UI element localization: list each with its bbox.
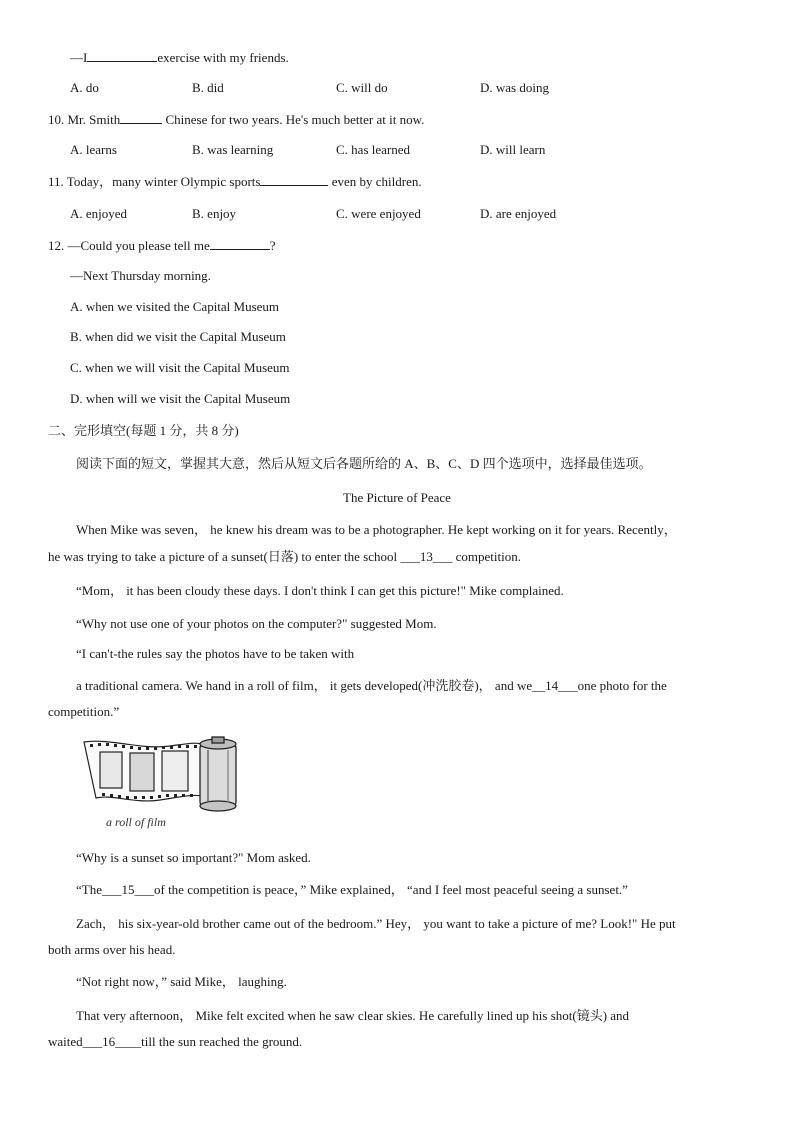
- blank-14: __14___: [532, 678, 578, 693]
- passage-p9-line2: [48, 1034, 302, 1050]
- passage-p4-line2: [76, 678, 667, 694]
- q10-stem-start: 10. Mr. Smith: [48, 112, 121, 127]
- q9-option-c: C. will do: [336, 80, 388, 95]
- passage-p1-text: he was trying to take a picture of a sunset(日落) to enter the school: [48, 549, 401, 564]
- passage-p6-end: of the competition is peace，” Mike explained， “and I feel most peaceful seeing a sunset.”: [153, 882, 628, 897]
- q11-blank: [260, 173, 328, 186]
- passage-p4-end: one photo for the: [577, 678, 667, 693]
- q9-stem-start: —I: [70, 50, 88, 65]
- q11-option-c: C. were enjoyed: [336, 206, 421, 221]
- passage-p7-line1: Zach， his six-year-old brother came out of the bedroom.” Hey， you want to take a picture of me? Look!" He put: [76, 916, 676, 931]
- q10-blank: [120, 111, 162, 124]
- passage-p1-line2: [48, 549, 521, 565]
- q12-option-b: B. when did we visit the Capital Museum: [70, 329, 286, 344]
- q12-option-a: A. when we visited the Capital Museum: [70, 299, 280, 314]
- passage-p9-start: waited: [48, 1034, 83, 1049]
- passage-p7-line2: both arms over his head.: [48, 942, 176, 957]
- passage-p6-start: “The: [76, 882, 102, 897]
- q12-stem-start: 12. —Could you please tell me: [48, 238, 210, 253]
- q12-stem: [48, 237, 276, 254]
- q9-option-d: D. was doing: [480, 80, 549, 95]
- section-heading: 二、完形填空(每题 1 分，共 8 分): [48, 423, 239, 438]
- passage-p9-end: till the sun reached the ground.: [141, 1034, 303, 1049]
- blank-16: ___16____: [82, 1034, 142, 1049]
- passage-p6: [76, 882, 628, 898]
- q11-option-d: D. are enjoyed: [480, 206, 557, 221]
- q10-option-d: D. will learn: [480, 142, 546, 157]
- q11-stem-end: even by children.: [328, 174, 422, 189]
- passage-p2: “Mom， it has been cloudy these days. I don't think I can get this picture!" Mike complained.: [76, 583, 564, 598]
- section-instruction: 阅读下面的短文，掌握其大意，然后从短文后各题所给的 A、B、C、D 四个选项中，选择最佳选项。: [76, 456, 652, 471]
- passage-title: The Picture of Peace: [343, 490, 451, 505]
- q9-option-b: B. did: [192, 80, 224, 95]
- q10-option-c: C. has learned: [336, 142, 411, 157]
- passage-p1-line1: When Mike was seven， he knew his dream was to be a photographer. He kept working on it for years. Recently，: [76, 522, 677, 537]
- passage-p3: “Why not use one of your photos on the computer?" suggested Mom.: [76, 616, 437, 631]
- q11-stem-start: 11. Today，many winter Olympic sports: [48, 174, 261, 189]
- passage-p5: “Why is a sunset so important?" Mom asked.: [76, 850, 311, 865]
- q12-reply: —Next Thursday morning.: [70, 268, 211, 283]
- passage-p9-line1: That very afternoon， Mike felt excited when he saw clear skies. He carefully lined up his shot(镜头) and: [76, 1008, 630, 1023]
- q12-stem-end: ?: [269, 238, 276, 253]
- q12-option-d: D. when will we visit the Capital Museum: [70, 391, 291, 406]
- q12-blank: [210, 237, 270, 250]
- q10-option-b: B. was learning: [192, 142, 274, 157]
- film-caption: a roll of film: [106, 815, 166, 829]
- q11-option-a: A. enjoyed: [70, 206, 128, 221]
- blank-15: ___15___: [101, 882, 154, 897]
- passage-p4-text: a traditional camera. We hand in a roll of film， it gets developed(冲洗胶卷)， and we: [76, 678, 533, 693]
- q9-blank: [87, 49, 157, 62]
- passage-p1-end: competition.: [452, 549, 521, 564]
- q9-option-a: A. do: [70, 80, 99, 95]
- film-roll-image: [80, 736, 250, 832]
- blank-13: ___13___: [400, 549, 453, 564]
- q10-stem-end: Chinese for two years. He's much better at it now.: [162, 112, 425, 127]
- q9-stem-end: exercise with my friends.: [157, 50, 289, 65]
- q9-stem: [70, 49, 289, 66]
- q11-stem: [48, 173, 422, 190]
- passage-p4-line1: “I can't-the rules say the photos have to be taken with: [76, 646, 355, 661]
- q12-option-c: C. when we will visit the Capital Museum: [70, 360, 290, 375]
- passage-p8: “Not right now，” said Mike， laughing.: [76, 974, 287, 989]
- q11-option-b: B. enjoy: [192, 206, 237, 221]
- q10-option-a: A. learns: [70, 142, 117, 157]
- passage-p4-line3: competition.”: [48, 704, 120, 719]
- q10-stem: [48, 111, 424, 128]
